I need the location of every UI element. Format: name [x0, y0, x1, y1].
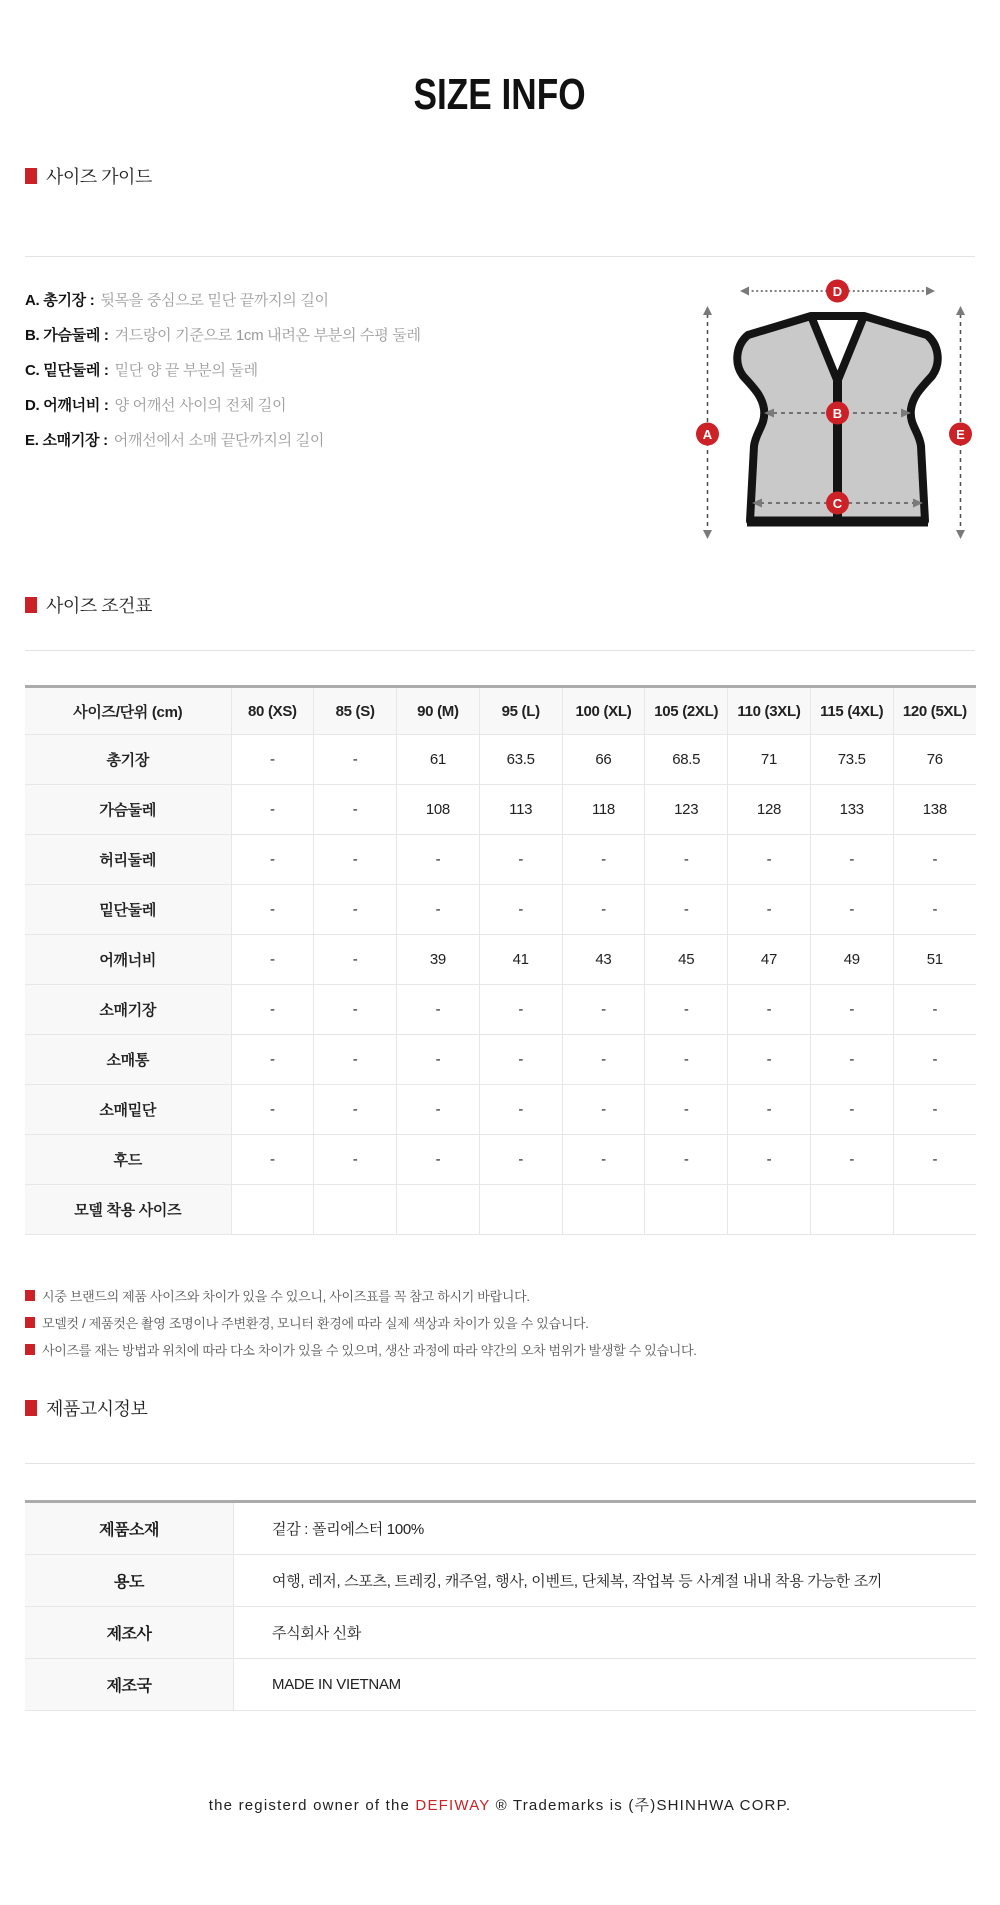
- info-value-usage: 여행, 레저, 스포츠, 트레킹, 캐주얼, 행사, 이벤트, 단체복, 작업복 등 사계절 내내 착용 가능한 조끼: [234, 1555, 977, 1607]
- col-header-unit: 사이즈/단위 (cm): [25, 687, 231, 735]
- cell: [231, 1185, 314, 1235]
- info-label-usage: 용도: [25, 1555, 234, 1607]
- table-row: [25, 735, 976, 785]
- col-header-80xs: 80 (XS): [231, 687, 314, 735]
- cell: -: [893, 985, 976, 1035]
- guide-item-a-label: A. 총기장 :: [25, 292, 95, 309]
- cell: -: [562, 1135, 645, 1185]
- table-row: [25, 835, 976, 885]
- guide-item-b-desc: 겨드랑이 기준으로 1cm 내려온 부분의 수평 둘레: [114, 327, 421, 344]
- cell: 71: [728, 735, 811, 785]
- table-row: [25, 1185, 976, 1235]
- cell: -: [645, 835, 728, 885]
- guide-item-a-desc: 뒷목을 중심으로 밑단 끝까지의 길이: [100, 292, 329, 309]
- cell: 113: [479, 785, 562, 835]
- guide-item-d: [25, 394, 421, 429]
- guide-item-b-label: B. 가슴둘레 :: [25, 327, 109, 344]
- table-row: [25, 1135, 976, 1185]
- cell: -: [645, 1135, 728, 1185]
- row-label: 총기장: [25, 735, 231, 785]
- cell: -: [314, 935, 397, 985]
- red-square-bullet: [25, 1317, 35, 1328]
- cell: -: [479, 885, 562, 935]
- col-header-90m: 90 (M): [397, 687, 480, 735]
- row-label: 후드: [25, 1135, 231, 1185]
- info-label-manufacturer: 제조사: [25, 1607, 234, 1659]
- cell: 51: [893, 935, 976, 985]
- guide-item-c-label: C. 밑단둘레 :: [25, 362, 109, 379]
- cell: -: [314, 985, 397, 1035]
- cell: 63.5: [479, 735, 562, 785]
- row-label: 소매밑단: [25, 1085, 231, 1135]
- cell: 61: [397, 735, 480, 785]
- diagram-label-d: [826, 280, 849, 303]
- cell: -: [562, 1035, 645, 1085]
- guide-item-e-desc: 어깨선에서 소매 끝단까지의 길이: [113, 432, 325, 449]
- cell: 123: [645, 785, 728, 835]
- cell: -: [231, 1035, 314, 1085]
- cell: 41: [479, 935, 562, 985]
- cell: -: [314, 735, 397, 785]
- note-item: [25, 1282, 697, 1309]
- cell: -: [231, 935, 314, 985]
- cell: [397, 1185, 480, 1235]
- diagram-label-e: [949, 423, 972, 446]
- note-text: 모델컷 / 제품컷은 촬영 조명이나 주변환경, 모니터 환경에 따라 실제 색상과 차이가 있을 수 있습니다.: [42, 1316, 589, 1331]
- cell: 45: [645, 935, 728, 985]
- cell: -: [810, 1085, 893, 1135]
- cell: [314, 1185, 397, 1235]
- cell: -: [810, 985, 893, 1035]
- product-info-table-wrapper: [25, 1500, 976, 1711]
- info-label-country: 제조국: [25, 1659, 234, 1711]
- arrowhead-icon: [703, 530, 712, 539]
- cell: [728, 1185, 811, 1235]
- note-text: 사이즈를 재는 방법과 위치에 따라 다소 차이가 있을 수 있으며, 생산 과정에 따라 약간의 오차 범위가 발생할 수 있습니다.: [42, 1343, 697, 1358]
- cell: 76: [893, 735, 976, 785]
- divider-line: [25, 650, 975, 651]
- section-title-product-info: 제품고시정보: [46, 1399, 148, 1419]
- table-row: [25, 1502, 976, 1555]
- col-header-105-2xl: 105 (2XL): [645, 687, 728, 735]
- diagram-label-b: [826, 402, 849, 425]
- arrowhead-icon: [956, 530, 965, 539]
- page-title-text: SIZE INFO: [413, 70, 587, 119]
- section-title-size-table: 사이즈 조건표: [46, 596, 152, 616]
- red-square-bullet: [25, 597, 37, 613]
- cell: -: [728, 985, 811, 1035]
- arrowhead-icon: [703, 306, 712, 315]
- cell: -: [479, 1035, 562, 1085]
- table-row: [25, 1659, 976, 1711]
- table-row: [25, 785, 976, 835]
- cell: [810, 1185, 893, 1235]
- cell: -: [397, 1035, 480, 1085]
- section-header-size-guide: [25, 163, 152, 189]
- size-notes: [25, 1282, 697, 1363]
- cell: -: [893, 835, 976, 885]
- arrowhead-icon: [926, 287, 935, 296]
- cell: -: [645, 1085, 728, 1135]
- cell: 66: [562, 735, 645, 785]
- info-value-country: MADE IN VIETNAM: [234, 1659, 977, 1711]
- info-label-material: 제품소재: [25, 1502, 234, 1555]
- cell: -: [231, 735, 314, 785]
- cell: -: [893, 1085, 976, 1135]
- guide-item-e-label: E. 소매기장 :: [25, 432, 108, 449]
- note-item: [25, 1309, 697, 1336]
- product-info-table: [25, 1500, 976, 1711]
- cell: -: [397, 1085, 480, 1135]
- note-item: [25, 1336, 697, 1363]
- table-row: [25, 985, 976, 1035]
- col-header-115-4xl: 115 (4XL): [810, 687, 893, 735]
- divider-line: [25, 1463, 975, 1464]
- cell: -: [728, 1135, 811, 1185]
- cell: -: [728, 885, 811, 935]
- cell: -: [314, 835, 397, 885]
- arrowhead-icon: [740, 287, 749, 296]
- guide-item-b: [25, 324, 421, 359]
- cell: -: [728, 1085, 811, 1135]
- cell: 39: [397, 935, 480, 985]
- footer-prefix: the registerd owner of the: [208, 1797, 416, 1814]
- cell: -: [562, 985, 645, 1035]
- cell: -: [562, 885, 645, 935]
- guide-item-d-desc: 양 어깨선 사이의 전체 길이: [114, 397, 287, 414]
- cell: -: [314, 785, 397, 835]
- cell: 128: [728, 785, 811, 835]
- diagram-label-c: [826, 492, 849, 515]
- cell: -: [397, 835, 480, 885]
- cell: -: [397, 1135, 480, 1185]
- table-row: [25, 935, 976, 985]
- cell: -: [231, 1135, 314, 1185]
- cell: -: [231, 835, 314, 885]
- table-row: [25, 1555, 976, 1607]
- cell: -: [893, 885, 976, 935]
- cell: 43: [562, 935, 645, 985]
- cell: -: [645, 985, 728, 1035]
- cell: -: [810, 1135, 893, 1185]
- cell: 118: [562, 785, 645, 835]
- size-table-header-row: [25, 687, 976, 735]
- table-row: [25, 1035, 976, 1085]
- cell: -: [562, 835, 645, 885]
- vest-measurement-diagram: [690, 278, 980, 544]
- guide-item-c-desc: 밑단 양 끝 부분의 둘레: [114, 362, 258, 379]
- cell: 108: [397, 785, 480, 835]
- size-table-wrapper: [25, 685, 976, 1235]
- cell: -: [397, 985, 480, 1035]
- cell: -: [645, 1035, 728, 1085]
- divider-line: [25, 256, 975, 257]
- section-title-size-guide: 사이즈 가이드: [46, 167, 152, 187]
- footer-trademark: [0, 1794, 1000, 1815]
- guide-item-e: [25, 429, 421, 464]
- cell: -: [810, 885, 893, 935]
- red-square-bullet: [25, 168, 37, 184]
- cell: [562, 1185, 645, 1235]
- svg-text:A: A: [702, 427, 713, 442]
- svg-text:D: D: [832, 284, 843, 299]
- cell: -: [231, 985, 314, 1035]
- cell: -: [231, 885, 314, 935]
- section-header-product-info: [25, 1395, 147, 1421]
- cell: -: [728, 835, 811, 885]
- cell: -: [728, 1035, 811, 1085]
- cell: -: [562, 1085, 645, 1135]
- row-label: 소매기장: [25, 985, 231, 1035]
- red-square-bullet: [25, 1344, 35, 1355]
- guide-item-d-label: D. 어깨너비 :: [25, 397, 109, 414]
- size-table: [25, 685, 976, 1235]
- col-header-120-5xl: 120 (5XL): [893, 687, 976, 735]
- row-label: 소매통: [25, 1035, 231, 1085]
- guide-item-c: [25, 359, 421, 394]
- row-label: 허리둘레: [25, 835, 231, 885]
- cell: -: [397, 885, 480, 935]
- note-text: 시중 브랜드의 제품 사이즈와 차이가 있을 수 있으니, 사이즈표를 꼭 참고 하시기 바랍니다.: [42, 1289, 530, 1304]
- svg-text:E: E: [956, 427, 965, 442]
- cell: -: [479, 1085, 562, 1135]
- col-header-95l: 95 (L): [479, 687, 562, 735]
- cell: [479, 1185, 562, 1235]
- cell: -: [231, 785, 314, 835]
- diagram-label-a: [696, 423, 719, 446]
- page-title: [0, 70, 1000, 120]
- info-value-material: 겉감 : 폴리에스터 100%: [234, 1502, 977, 1555]
- col-header-85s: 85 (S): [314, 687, 397, 735]
- cell: 133: [810, 785, 893, 835]
- cell: -: [314, 1085, 397, 1135]
- cell: -: [810, 1035, 893, 1085]
- footer-suffix: ® Trademarks is (주)SHINHWA CORP.: [490, 1797, 792, 1814]
- cell: 47: [728, 935, 811, 985]
- svg-text:C: C: [832, 496, 843, 511]
- cell: 73.5: [810, 735, 893, 785]
- cell: -: [479, 835, 562, 885]
- row-label: 가슴둘레: [25, 785, 231, 835]
- cell: -: [645, 885, 728, 935]
- section-header-size-table: [25, 592, 152, 618]
- cell: -: [810, 835, 893, 885]
- arrowhead-icon: [956, 306, 965, 315]
- table-row: [25, 1607, 976, 1659]
- cell: 68.5: [645, 735, 728, 785]
- cell: [893, 1185, 976, 1235]
- row-label: 어깨너비: [25, 935, 231, 985]
- cell: -: [314, 1135, 397, 1185]
- red-square-bullet: [25, 1400, 37, 1416]
- row-label: 밑단둘레: [25, 885, 231, 935]
- cell: -: [893, 1135, 976, 1185]
- cell: -: [479, 985, 562, 1035]
- col-header-100xl: 100 (XL): [562, 687, 645, 735]
- cell: -: [231, 1085, 314, 1135]
- row-label: 모델 착용 사이즈: [25, 1185, 231, 1235]
- cell: -: [314, 1035, 397, 1085]
- guide-item-a: [25, 289, 421, 324]
- table-row: [25, 1085, 976, 1135]
- svg-text:B: B: [832, 406, 843, 421]
- cell: -: [314, 885, 397, 935]
- cell: 138: [893, 785, 976, 835]
- red-square-bullet: [25, 1290, 35, 1301]
- cell: 49: [810, 935, 893, 985]
- footer-brand: DEFIWAY: [415, 1797, 491, 1814]
- info-value-manufacturer: 주식회사 신화: [234, 1607, 977, 1659]
- measurement-guide-list: [25, 289, 421, 464]
- cell: [645, 1185, 728, 1235]
- cell: -: [479, 1135, 562, 1185]
- table-row: [25, 885, 976, 935]
- col-header-110-3xl: 110 (3XL): [728, 687, 811, 735]
- cell: -: [893, 1035, 976, 1085]
